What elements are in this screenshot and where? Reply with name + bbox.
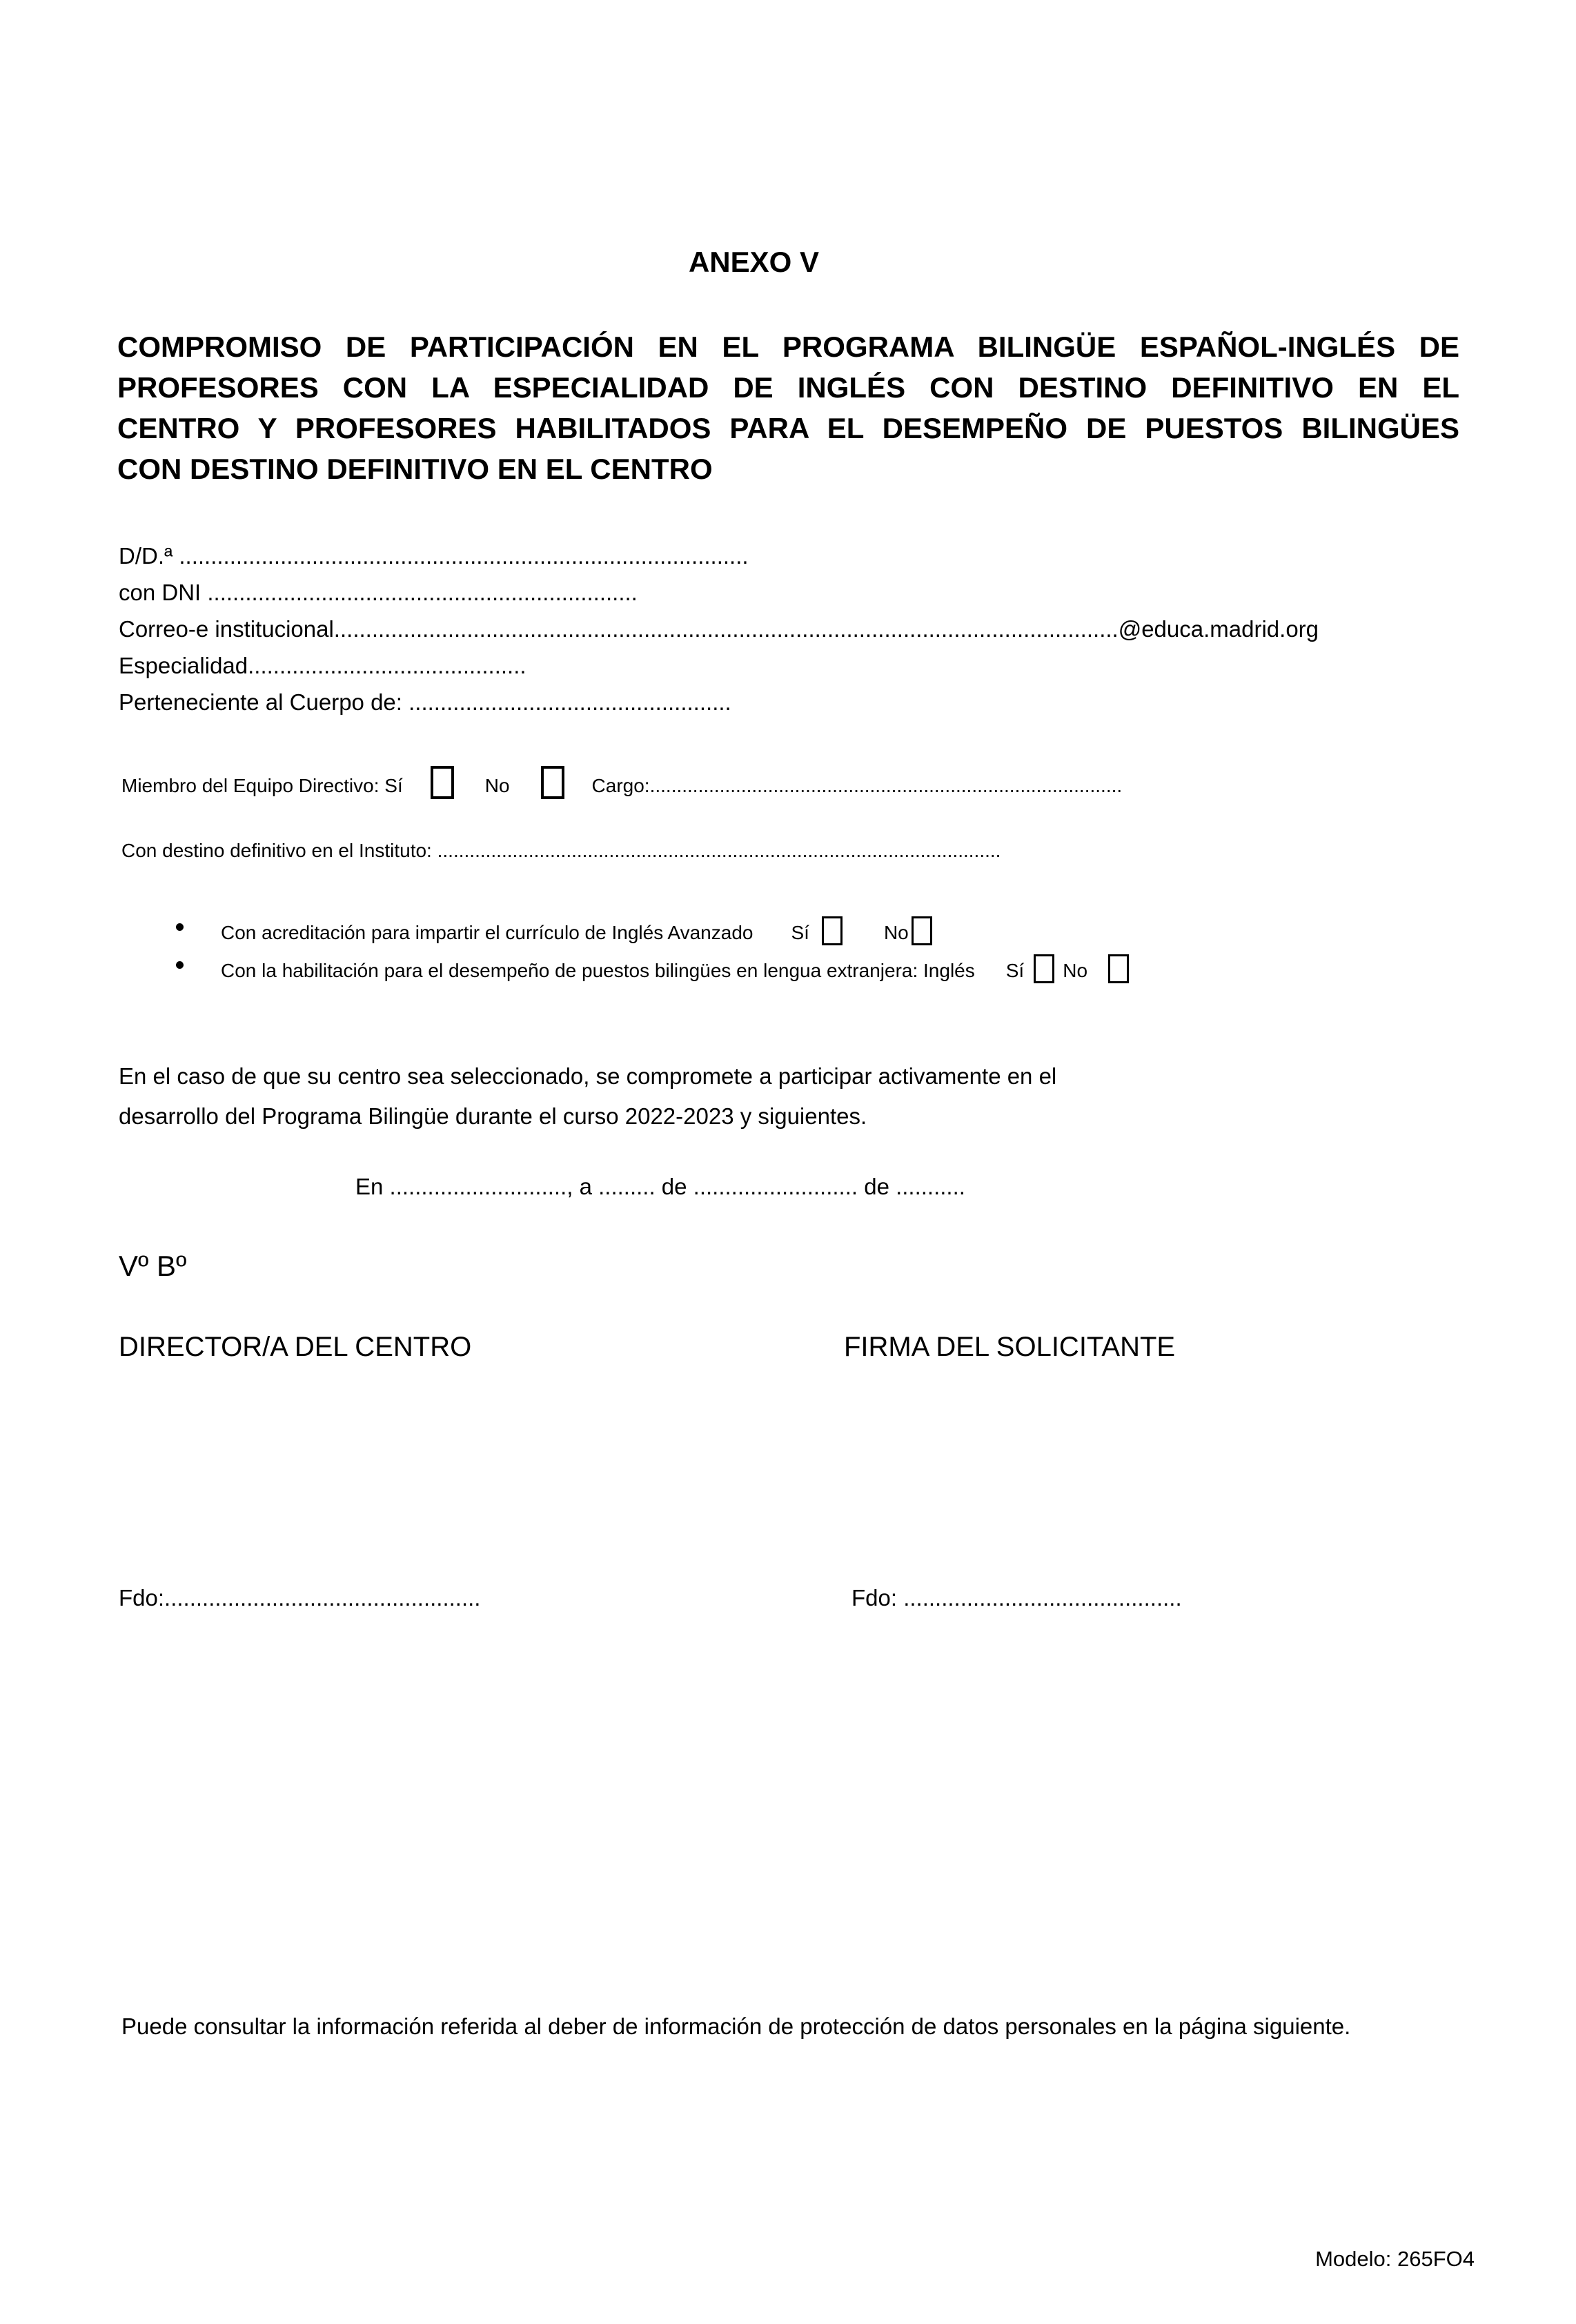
fdo-director-line: Fdo:.................................................. [119,1585,481,1611]
directive-no-checkbox[interactable] [541,766,564,799]
model-code: Modelo: 265FO4 [1315,2247,1475,2271]
corps-field-line: Perteneciente al Cuerpo de: ................................................... [119,689,731,715]
directive-member-row [121,766,1122,799]
email-field-line: Correo-e institucional............................................................................................................................@educa.madrid.org [119,616,1319,642]
directive-no-label: No [484,775,510,796]
commitment-paragraph [119,1056,1056,1136]
accreditation-row [221,916,932,945]
habilitation-text: Con la habilitación para el desempeño de puestos bilingües en lengua extranjera: Inglés [221,960,975,981]
accreditation-yes-checkbox[interactable] [822,916,843,945]
directive-yes-checkbox[interactable] [431,766,454,799]
bullet-icon [176,961,184,969]
commitment-line-1: En el caso de que su centro sea seleccionado, se compromete a participar activamente en el [119,1063,1057,1089]
dni-field-line: con DNI .................................................................... [119,580,638,605]
page-title: ANEXO V [688,246,820,278]
name-field-line: D/D.ª .......................................................................................... [119,543,749,569]
bullet-icon [176,923,184,931]
director-signature-label: DIRECTOR/A DEL CENTRO [119,1332,472,1362]
data-protection-note: Puede consultar la información referida al deber de información de protección de datos personales en la página siguiente. [121,2013,1351,2039]
vb-label: Vº Bº [119,1250,187,1282]
accreditation-text: Con acreditación para impartir el currículo de Inglés Avanzado [221,922,753,943]
habilitation-yes-checkbox[interactable] [1034,954,1054,983]
instituto-field-line: Con destino definitivo en el Instituto: ......................................................................................................... [121,840,1001,861]
habilitation-no-label: No [1063,960,1088,981]
heading-line-1: COMPROMISO DE PARTICIPACIÓN EN EL PROGRAMA BILINGÜE ESPAÑOL-INGLÉS DE [117,331,1459,363]
applicant-signature-label: FIRMA DEL SOLICITANTE [844,1332,1176,1362]
cargo-field-line: Cargo:........................................................................................ [591,775,1123,796]
accreditation-no-label: No [883,922,909,943]
date-field-line: En ............................, a ......... de .......................... de ........... [355,1174,965,1199]
heading-line-2: PROFESORES CON LA ESPECIALIDAD DE INGLÉS CON DESTINO DEFINITIVO EN EL [117,371,1459,404]
heading-line-4: CON DESTINO DEFINITIVO EN EL CENTRO [117,453,713,485]
heading-line-3: CENTRO Y PROFESORES HABILITADOS PARA EL DESEMPEÑO DE PUESTOS BILINGÜES [117,412,1459,444]
accreditation-no-checkbox[interactable] [912,916,932,945]
speciality-field-line: Especialidad............................................ [119,653,526,678]
accreditation-yes-label: Sí [791,922,809,943]
habilitation-row [221,954,1129,983]
heading-paragraph [117,326,1459,489]
commitment-line-2: desarrollo del Programa Bilingüe durante el curso 2022-2023 y siguientes. [119,1103,867,1129]
habilitation-no-checkbox[interactable] [1108,954,1129,983]
habilitation-yes-label: Sí [1005,960,1025,981]
directive-member-label: Miembro del Equipo Directivo: Sí [121,775,403,796]
fdo-applicant-line: Fdo: ............................................ [851,1585,1182,1611]
